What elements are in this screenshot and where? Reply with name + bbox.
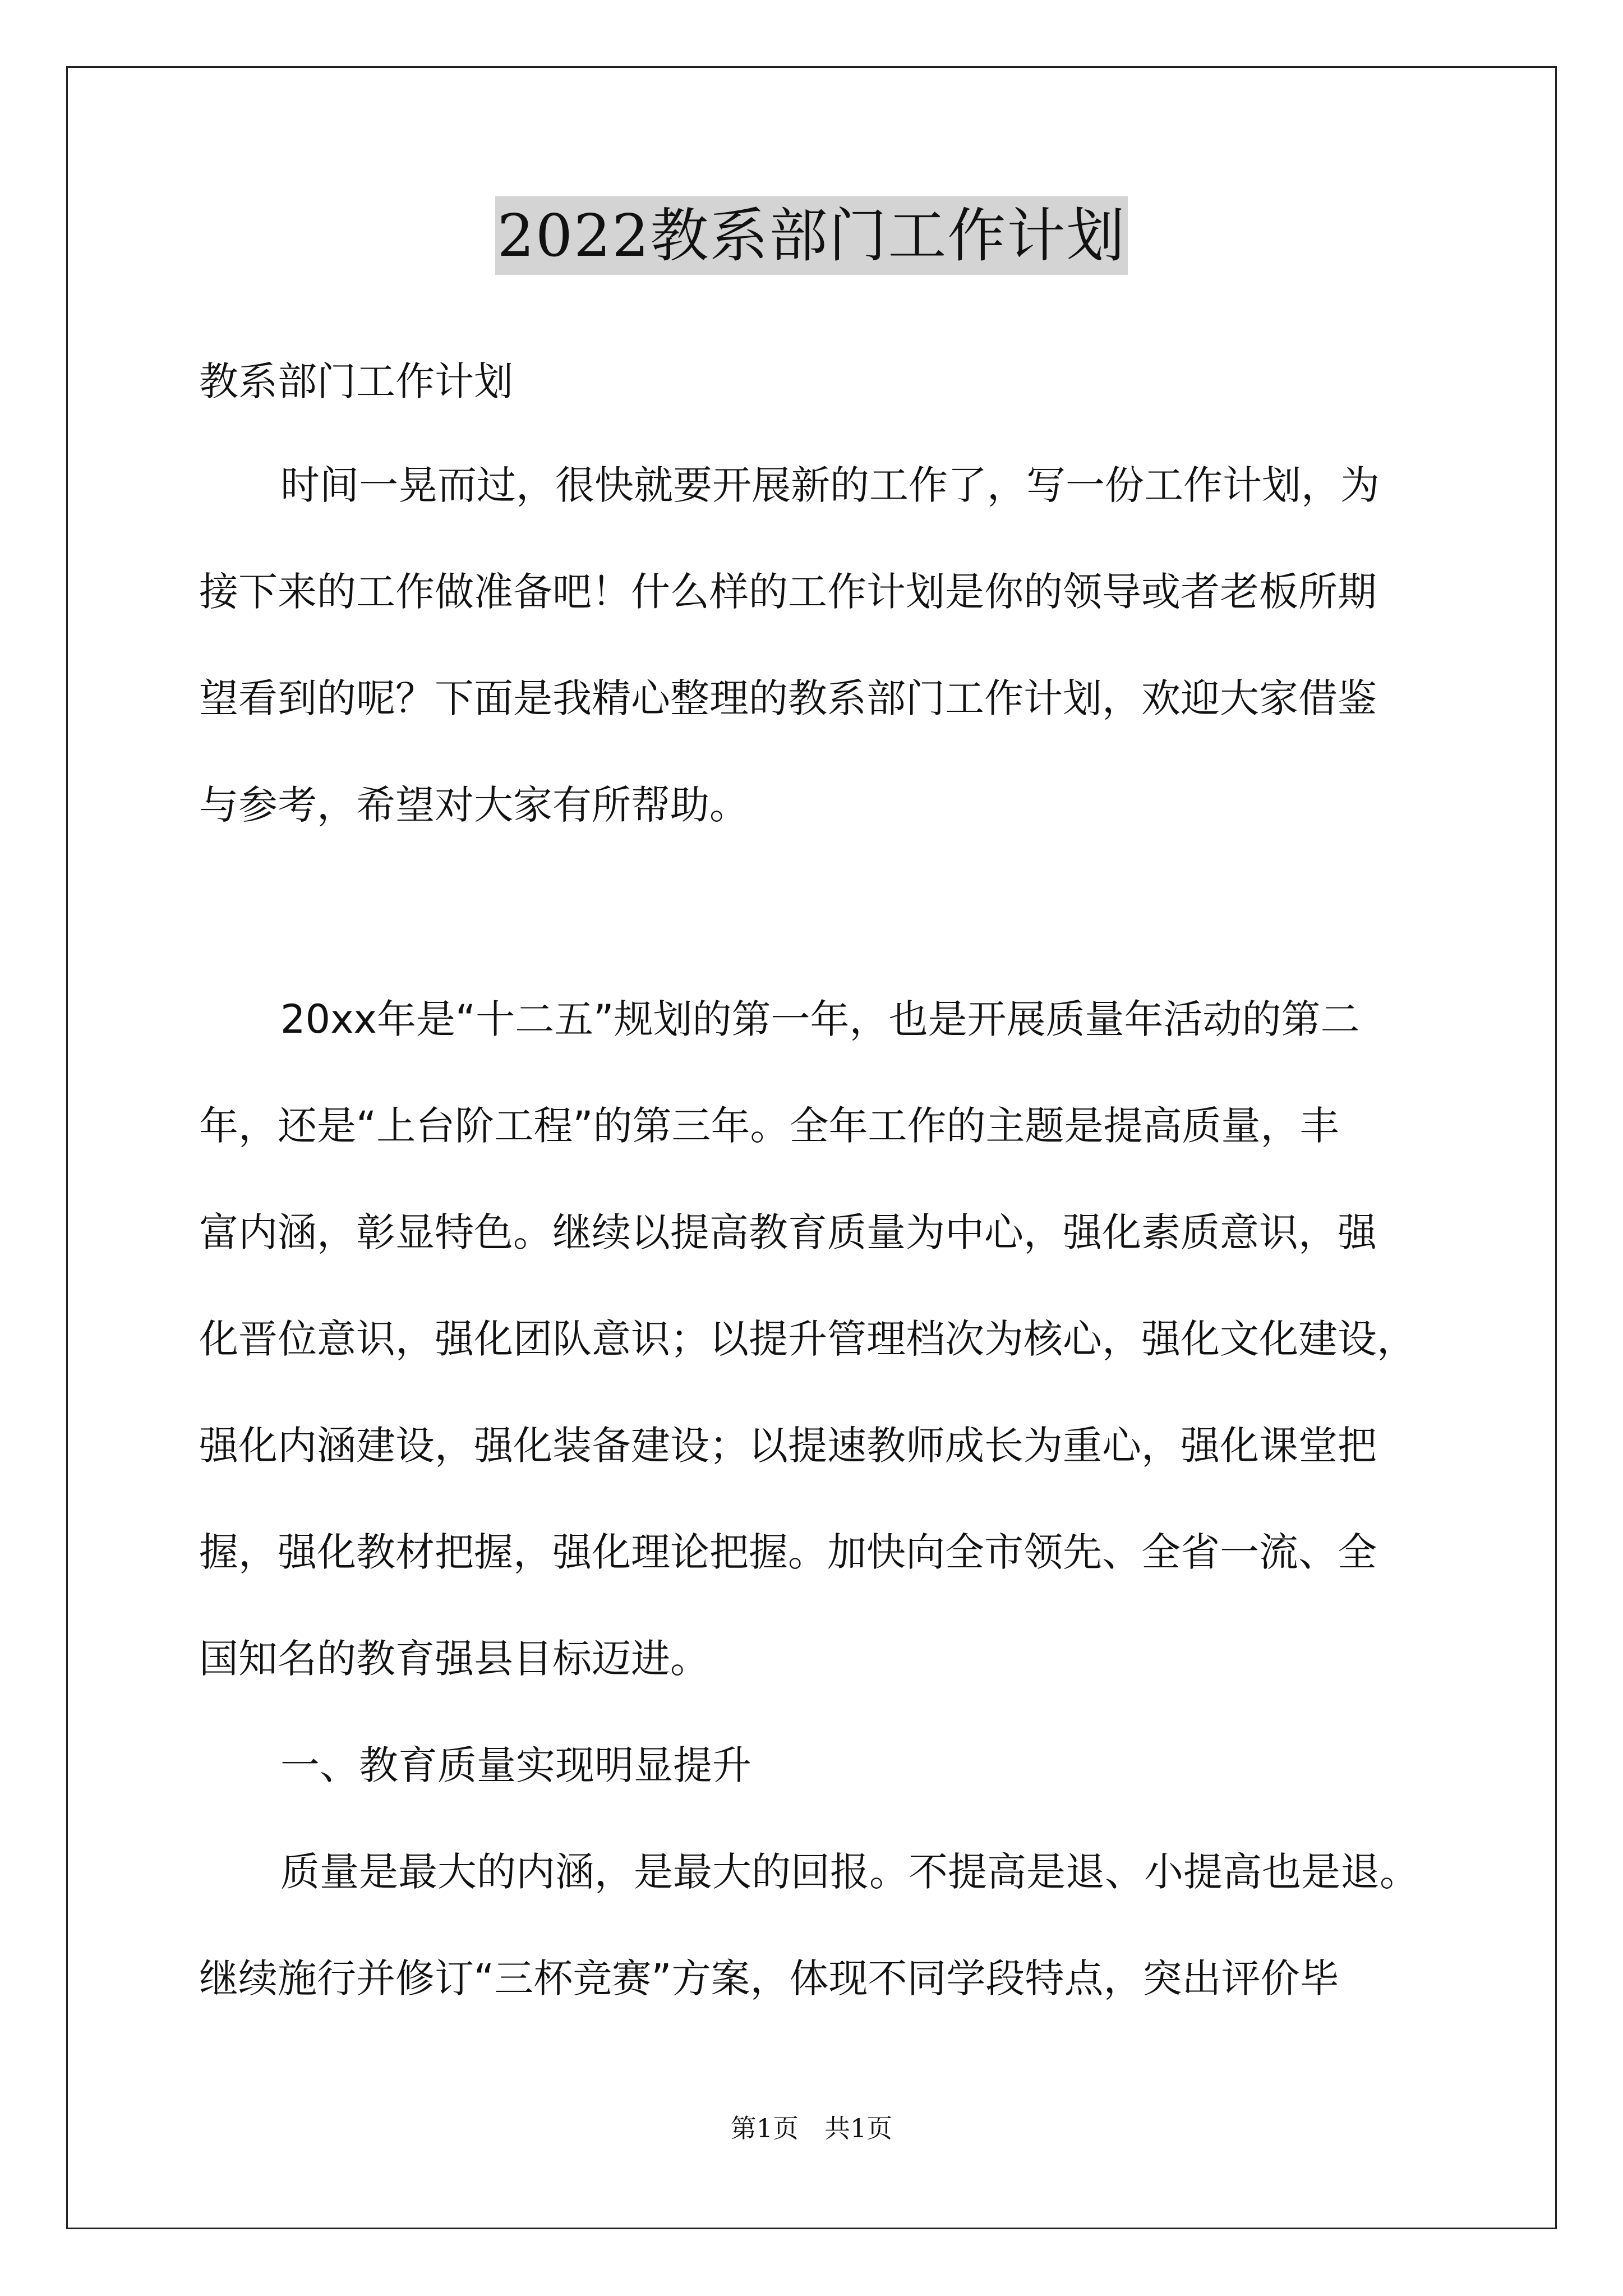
paragraph-line: 望看到的呢？下面是我精心整理的教系部门工作计划，欢迎大家借鉴 — [199, 675, 1377, 721]
paragraph-line: 握，强化教材把握，强化理论把握。加快向全市领先、全省一流、全 — [199, 1529, 1377, 1575]
paragraph-line: 国知名的教育强县目标迈进。 — [199, 1636, 709, 1682]
paragraph-line: 化晋位意识，强化团队意识；以提升管理档次为核心，强化文化建设， — [199, 1316, 1416, 1362]
document-subtitle: 教系部门工作计划 — [199, 358, 513, 404]
paragraph-line: 继续施行并修订“三杯竞赛”方案，体现不同学段特点，突出评价毕 — [199, 1955, 1339, 2001]
document-title: 2022教系部门工作计划 — [495, 196, 1128, 275]
paragraph-overview — [199, 991, 1433, 1737]
paragraph-intro — [199, 457, 1433, 884]
paragraph-line: 强化内涵建设，强化装备建设；以提速教师成长为重心，强化课堂把 — [199, 1423, 1377, 1469]
section-heading-text: 一、教育质量实现明显提升 — [280, 1742, 751, 1788]
paragraph-line: 富内涵，彰显特色。继续以提高教育质量为中心，强化素质意识，强 — [199, 1209, 1377, 1255]
title-container — [0, 196, 1623, 275]
paragraph-line: 20xx年是“十二五”规划的第一年，也是开展质量年活动的第二 — [280, 996, 1360, 1042]
paragraph-line: 时间一晃而过，很快就要开展新的工作了，写一份工作计划，为 — [280, 462, 1380, 508]
paragraph-quality — [199, 1844, 1433, 2057]
page-footer: 第1页 共1页 — [730, 2113, 893, 2143]
section-heading-1 — [199, 1737, 1433, 1844]
paragraph-line: 质量是最大的内涵，是最大的回报。不提高是退、小提高也是退。 — [280, 1849, 1419, 1895]
paragraph-line: 年，还是“上台阶工程”的第三年。全年工作的主题是提高质量，丰 — [199, 1103, 1339, 1149]
paragraph-line: 与参考，希望对大家有所帮助。 — [199, 782, 749, 828]
paragraph-line: 接下来的工作做准备吧！什么样的工作计划是你的领导或者老板所期 — [199, 569, 1377, 615]
